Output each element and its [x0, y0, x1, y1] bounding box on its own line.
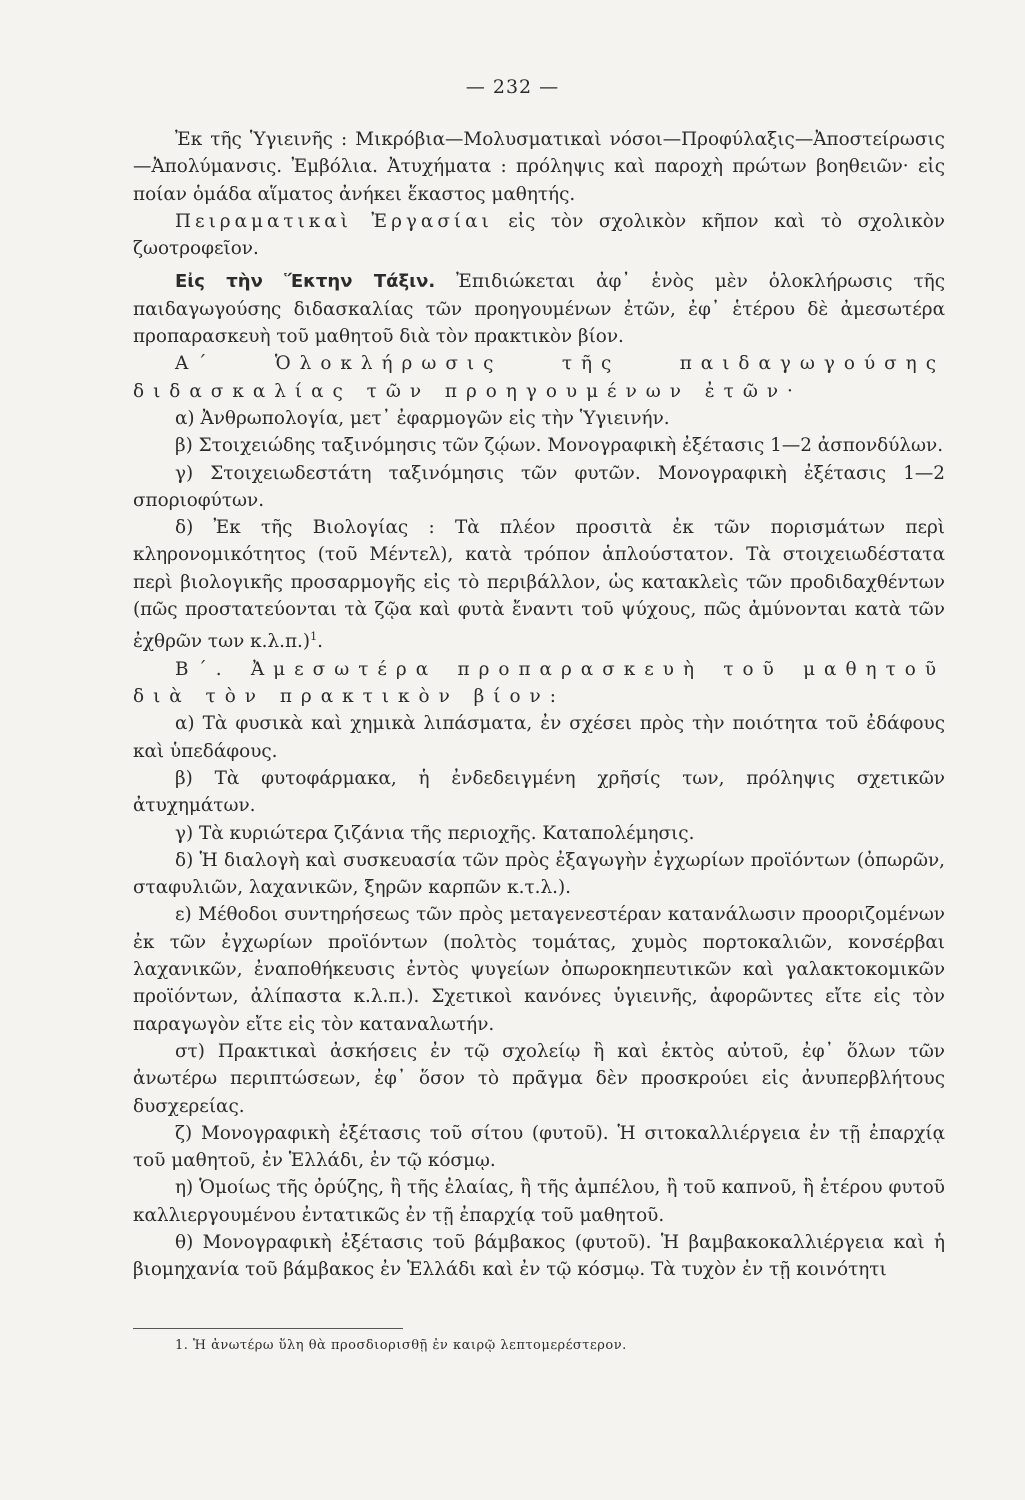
item-a-delta	[133, 514, 945, 656]
item-b-alpha: α) Τὰ φυσικὰ καὶ χημικὰ λιπάσματα, ἐν σχέσει πρὸς τὴν ποιότητα τοῦ ἐδάφους καὶ ὑπεδάφους.	[133, 713, 945, 762]
section-b-heading: Β΄. Ἀμεσωτέρα προπαρασκευὴ τοῦ μαθητοῦ διὰ τὸν πρακτικὸν βίον:	[133, 658, 945, 708]
item-a-delta-end: .	[317, 631, 323, 653]
item-a-delta-text: δ) Ἐκ τῆς Βιολογίας : Τὰ πλέον προσιτὰ ἐκ τῶν πορισμάτων περὶ κληρονομικότητος (τοῦ Μέντελ), κατὰ τρόπον ἁπλούστατον. Τὰ στοιχειωδέστατα περὶ βιολογικῆς προσαρμογῆς εἰς τὸ περιβάλλον, ὡς κατακλεὶς τῶν προδιδαχθέντων (πῶς προστατεύονται τὰ ζῷα καὶ φυτὰ ἔναντι τοῦ ψύχους, πῶς ἀμύνονται κατὰ τῶν ἐχθρῶν των κ.λ.π.)	[133, 517, 945, 653]
item-b-zeta: ζ) Μονογραφικὴ ἐξέτασις τοῦ σίτου (φυτοῦ). Ἡ σιτοκαλλιέργεια ἐν τῇ ἐπαρχίᾳ τοῦ μαθητοῦ, ἐν Ἑλλάδι, ἐν τῷ κόσμῳ.	[133, 1122, 945, 1172]
item-b-eta: η) Ὁμοίως τῆς ὀρύζης, ἢ τῆς ἐλαίας, ἢ τῆς ἀμπέλου, ἢ τοῦ καπνοῦ, ἢ ἑτέρου φυτοῦ καλλιεργουμένου ἐντατικῶς ἐν τῇ ἐπαρχίᾳ τοῦ μαθητοῦ.	[133, 1177, 945, 1226]
item-b-epsilon: ε) Μέθοδοι συντηρήσεως τῶν πρὸς μεταγενεστέραν κατανάλωσιν προοριζομένων ἐκ τῶν ἐγχωρίων προϊόντων (πολτὸς τομάτας, χυμὸς πορτοκαλιῶν, κονσέρβαι λαχανικῶν, ἐναποθήκευσις ἐντὸς ψυγείων ὀπωροκηπευτικῶν καὶ γαλακτοκομικῶν προϊόντων, ἀλίπαστα κ.λ.π.). Σχετικοὶ κανόνες ὑγιεινῆς, ἀφορῶντες εἴτε εἰς τὸν παραγωγὸν εἴτε εἰς τὸν καταναλωτήν.	[133, 904, 945, 1035]
experimental-work-label: Πειραματικαὶ Ἐργασίαι	[175, 210, 493, 232]
paragraph-sixth-grade	[133, 268, 945, 350]
experimental-work-text: εἰς τὸν σχολικὸν κῆπον καὶ τὸ σχολικὸν ζωοτροφεῖον.	[133, 210, 945, 260]
item-b-beta: β) Τὰ φυτοφάρμακα, ἡ ἐνδεδειγμένη χρῆσίς των, πρόληψις σχετικῶν ἀτυχημάτων.	[133, 767, 945, 817]
footnote-marker: 1	[310, 630, 318, 644]
item-b-st: στ) Πρακτικαὶ ἀσκήσεις ἐν τῷ σχολείῳ ἢ καὶ ἐκτὸς αὐτοῦ, ἐφ᾽ ὅλων τῶν ἀνωτέρω περιπτώσεων, ἐφ᾽ ὅσον τὸ πρᾶγμα δὲν προσκρούει εἰς ἀνυπερβλήτους δυσχερείας.	[133, 1040, 945, 1117]
item-b-gamma: γ) Τὰ κυριώτερα ζιζάνια τῆς περιοχῆς. Καταπολέμησις.	[175, 822, 695, 844]
sixth-grade-heading: Εἰς τὴν Ἕκτην Τάξιν.	[175, 271, 436, 293]
item-a-alpha: α) Ἀνθρωπολογία, μετ᾽ ἐφαρμογῶν εἰς τὴν Ὑγιεινήν.	[175, 407, 670, 429]
paragraph-hygiene: Ἐκ τῆς Ὑγιεινῆς : Μικρόβια—Μολυσματικαὶ νόσοι—Προφύλαξις—Ἀποστείρωσις—Ἀπολύμανσις. Ἐμβόλια. Ἀτυχήματα : πρόληψις καὶ παροχὴ πρώτων βοηθειῶν· εἰς ποίαν ὁμάδα αἵματος ἀνήκει ἕκαστος μαθητής.	[133, 129, 945, 205]
page-number: — 232 —	[465, 76, 560, 98]
section-a-heading: Α΄ Ὁλοκλήρωσις τῆς παιδαγωγούσης διδασκαλίας τῶν προηγουμένων ἐτῶν·	[133, 353, 945, 402]
item-b-delta: δ) Ἡ διαλογὴ καὶ συσκευασία τῶν πρὸς ἐξαγωγὴν ἐγχωρίων προϊόντων (ὀπωρῶν, σταφυλιῶν, λαχανικῶν, ξηρῶν καρπῶν κ.τ.λ.).	[133, 849, 945, 899]
paragraph-experimental-work	[133, 208, 945, 263]
item-a-beta: β) Στοιχειώδης ταξινόμησις τῶν ζῴων. Μονογραφικὴ ἐξέτασις 1—2 ἀσπονδύλων.	[175, 435, 944, 457]
body-text	[133, 126, 945, 1284]
item-a-gamma: γ) Στοιχειωδεστάτη ταξινόμησις τῶν φυτῶν. Μονογραφικὴ ἐξέτασις 1—2 σποριοφύτων.	[133, 462, 945, 511]
sixth-grade-text: Ἐπιδιώκεται ἀφ᾽ ἑνὸς μὲν ὁλοκλήρωσις τῆς παιδαγωγούσης διδασκαλίας τῶν προηγουμένων ἐτῶν, ἐφ᾽ ἑτέρου δὲ ἀμεσωτέρα προπαρασκευὴ τοῦ μαθητοῦ διὰ τὸν πρακτικὸν βίον.	[133, 271, 945, 348]
footnote-divider	[133, 1328, 403, 1329]
item-b-theta: θ) Μονογραφικὴ ἐξέτασις τοῦ βάμβακος (φυτοῦ). Ἡ βαμβακοκαλλιέργεια καὶ ἡ βιομηχανία τοῦ βάμβακος ἐν Ἑλλάδι καὶ ἐν τῷ κόσμῳ. Τὰ τυχὸν ἐν τῇ κοινότητι	[133, 1232, 945, 1281]
footnote: 1. Ἡ ἀνωτέρω ὕλη θὰ προσδιορισθῇ ἐν καιρῷ λεπτομερέστερον.	[175, 1338, 627, 1353]
